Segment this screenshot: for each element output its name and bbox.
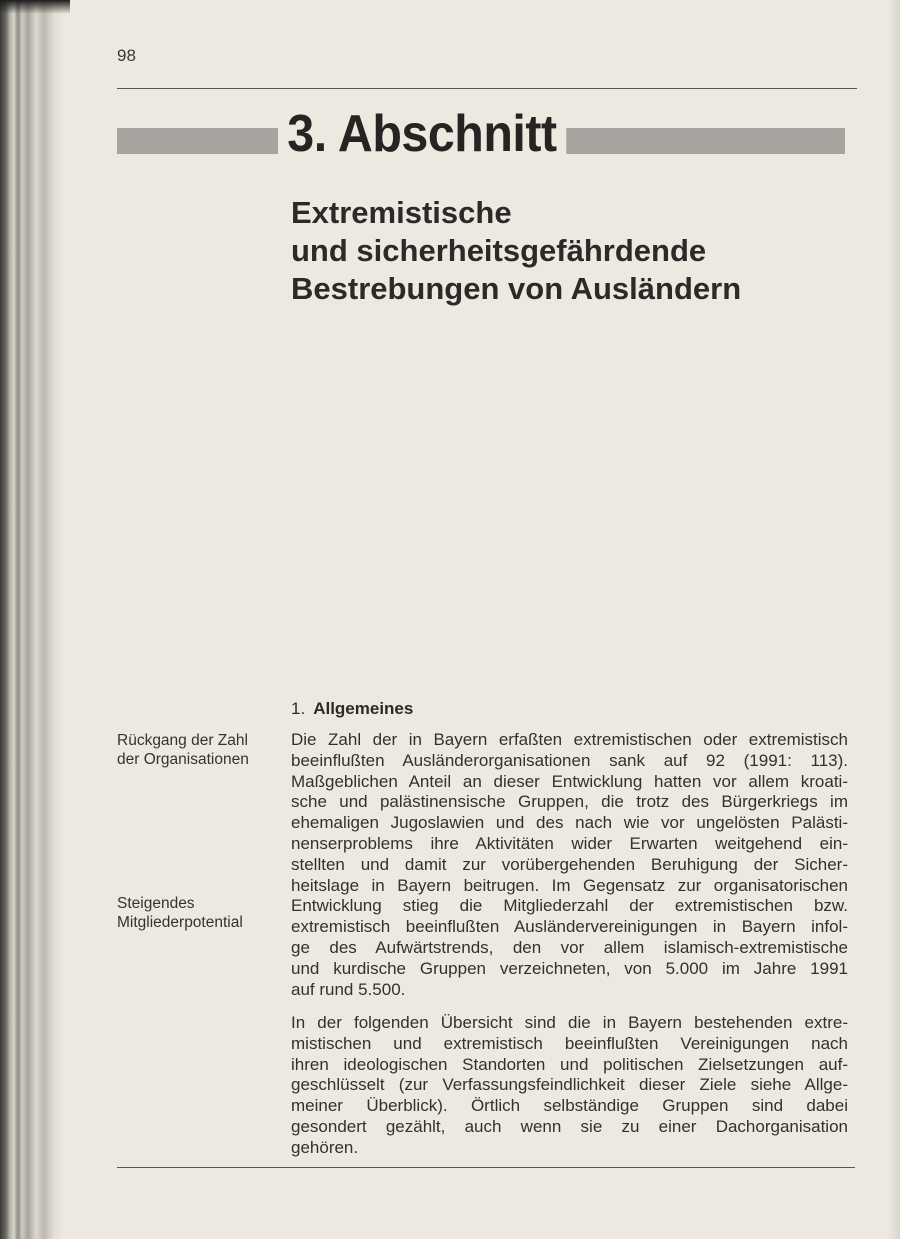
margin-note-line: Rückgang der Zahl (117, 732, 248, 749)
margin-note-line: Steigendes (117, 895, 195, 912)
chapter-subtitle-line: und sicherheitsgefährdende (291, 233, 707, 268)
section-heading (291, 699, 413, 719)
book-spine (0, 0, 62, 1239)
footer-rule (117, 1167, 855, 1168)
text-line: sche und palästinensische Gruppen, die trotz des Bürgerkriegs im (291, 792, 848, 812)
chapter-subtitle-line: Bestrebungen von Ausländern (291, 271, 742, 306)
margin-note-line: der Organisationen (117, 751, 249, 768)
text-line: auf rund 5.500. (291, 979, 406, 999)
chapter-title: 3. Abschnitt (278, 100, 566, 168)
text-line: und kurdische Gruppen verzeichneten, von 5.000 im Jahre 1991 (291, 958, 848, 978)
page-edge (888, 0, 900, 1239)
body-paragraph (291, 730, 848, 1000)
text-line: gehören. (291, 1137, 359, 1157)
text-line: Die Zahl der in Bayern erfaßten extremistischen oder extremistisch (291, 730, 848, 749)
text-line: beeinflußten Ausländerorganisationen sank auf 92 (1991: 113). (291, 750, 848, 770)
header-rule (117, 88, 857, 89)
text-line: ihren ideologischen Standorten und politischen Zielsetzungen auf- (291, 1054, 848, 1074)
text-line: In der folgenden Übersicht sind die in Bayern bestehenden extre- (291, 1013, 848, 1032)
text-line: ehemaligen Jugoslawien und des nach wie vor ungelösten Palästi- (291, 813, 848, 833)
text-line: heitslage in Bayern beitrugen. Im Gegensatz zur organisatorischen (291, 875, 848, 895)
margin-note-line: Mitgliederpotential (117, 914, 243, 931)
section-title: Allgemeines (313, 699, 414, 718)
chapter-subtitle-line: Extremistische (291, 195, 512, 230)
text-line: Maßgeblichen Anteil an dieser Entwicklung hatten vor allem kroati- (291, 771, 848, 791)
section-number: 1. (291, 699, 306, 718)
chapter-subtitle (291, 194, 741, 308)
scan-shadow (0, 0, 70, 14)
text-line: gesondert gezählt, auch wenn sie zu einer Dachorganisation (291, 1116, 848, 1136)
text-line: nenserproblems ihre Aktivitäten wider Erwarten weitgehend ein- (291, 833, 848, 853)
margin-note (117, 894, 243, 932)
text-line: extremistisch beeinflußten Ausländervereinigungen in Bayern infol- (291, 917, 848, 937)
page-number: 98 (117, 46, 136, 65)
text-line: stellten und damit zur vorübergehenden Beruhigung der Sicher- (291, 854, 848, 874)
body-paragraph (291, 1013, 848, 1159)
text-line: ge des Aufwärtstrends, den vor allem islamisch-extremistische (291, 937, 848, 957)
text-line: meiner Überblick). Örtlich selbständige Gruppen sind dabei (291, 1096, 848, 1116)
text-line: geschlüsselt (zur Verfassungsfeindlichkeit dieser Ziele siehe Allge- (291, 1075, 848, 1095)
text-line: Entwicklung stieg die Mitgliederzahl der extremistischen bzw. (291, 896, 848, 916)
text-line: mistischen und extremistisch beeinflußten Vereinigungen nach (291, 1033, 848, 1053)
margin-note (117, 731, 249, 769)
